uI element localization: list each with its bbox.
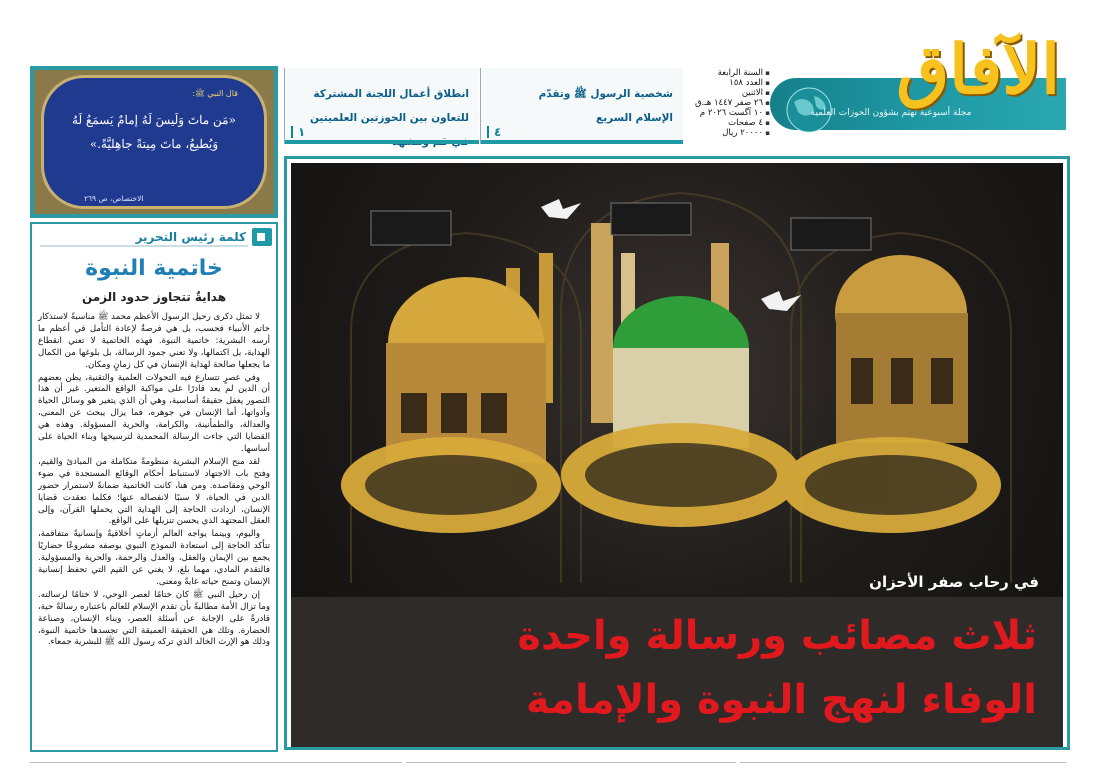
issue-number: ▪ العدد ١٥٨ (684, 78, 770, 88)
editorial-paragraph: لا تمثل ذكرى رحيل الرسول الأعظم محمد ﷺ مناسبةً لاستذكار خاتم الأنبياء فحسب، بل هي فرصةٌ لإعادة التأمل في أعظم ما أرسه البشرية: خاتمية النبوة. فهذه الخاتمية لا تعني انقطاع الهداية، بل اكتمالها، ولا تعني جمود الرسالة، بل بلوغها من الكمال ما يجعلها صالحة لهداية الإنسان في كل زمانٍ ومكان. (38, 312, 270, 370)
golden-dome-left (386, 253, 553, 463)
editorial-paragraph: لقد منح الإسلام البشرية منظومةً متكاملة من المبادئ والقيم، وفتح باب الاجتهاد لاستنباط أحكام الوقائع المستجدة في ضوء الوحي ومقاصده. ومن هنا، كانت الخاتمية ضمانةً لاستمرار حضور الدين في الحياة، لا سببًا لانفصاله عنها؛ فكلما تعقدت قضايا الإنسان، ازدادت الحاجة إلى الهداية التي يحملها القرآن، وإلى العقل المجتهد الذي يحسن تنزيلها على الواقع. (38, 456, 270, 527)
teaser-prophet[interactable] (480, 68, 683, 144)
shrines-illustration (291, 163, 1063, 593)
issue-pages: ▪ ٤ صفحات (684, 118, 770, 128)
masthead (770, 30, 1066, 146)
issue-info (684, 68, 770, 144)
hadith-text: «مَن ماتَ وَلَيسَ لَهُ إمامٌ يَسمَعُ لَهُ وَيُطيعُ، ماتَ مِيتةً جاهِليَّةً.» (72, 113, 236, 151)
teaser-hawza[interactable] (284, 68, 479, 144)
hadith-box (30, 66, 278, 218)
editorial-body (38, 312, 270, 650)
story-kicker: في رحاب صفر الأحزان (869, 573, 1039, 591)
issue-weekday: ▪ الاثنين (684, 88, 770, 98)
issue-price: ▪ ٢٠٠٠٠ ريال (684, 128, 770, 138)
issue-hijri-date: ▪ ٢٦ صفر ١٤٤٧ هـ.ق (684, 98, 770, 108)
story-image (291, 163, 1063, 747)
teaser-page-number: ٤ (487, 126, 501, 138)
issue-gregorian-date: ▪ ١٠ آگست ٢٠٢٦ م (684, 108, 770, 118)
globe-icon (774, 84, 844, 154)
teaser-underline (481, 140, 683, 144)
editorial-title[interactable]: خاتمية النبوة (85, 256, 223, 281)
main-story[interactable] (284, 156, 1070, 750)
issue-year: ▪ السنة الرابعة (684, 68, 770, 78)
divider (40, 245, 248, 247)
golden-dome-right (835, 255, 968, 443)
teaser-page-number: ١ (291, 126, 305, 138)
hadith-reference: الاختصاص، ص ٢٦٩ (84, 194, 144, 203)
editorial-paragraph: واليوم، وبينما يواجه العالم أزماتٍ أخلاقيةً وإنسانيةً متفاقمة، تتأكد الحاجة إلى استعادة النموذج النبوي بوصفه مشروعًا حضاريًا يجمع بين الإيمان والعقل، والعدل والرحمة، والحرية والمسؤولية. فالتقدم المادي، مهما بلغ، لا يغني عن القيم التي تحفظ إنسانية الإنسان وتمنح حياته غايةً ومعنى. (38, 529, 270, 587)
footer-rule (406, 762, 736, 763)
section-flag-icon (252, 228, 272, 246)
editorial-subtitle: هدايةٌ تتجاوز حدود الزمن (81, 290, 227, 304)
hadith-attribution: قال النبي ﷺ: (192, 89, 238, 98)
story-headline-line-1[interactable]: ثلاث مصائب ورسالة واحدة (517, 613, 1037, 659)
footer-rule (30, 762, 402, 763)
story-headline-line-2[interactable]: الوفاء لنهج النبوة والإمامة (525, 677, 1037, 723)
story-headline-panel (291, 597, 1063, 747)
teaser-underline (285, 140, 479, 144)
teaser-text: انطلاق أعمال اللجنة المشتركة للتعاون بين الحوزتين العلميتين (309, 88, 469, 124)
masthead-tagline: مجلة أسبوعية تهتم بشؤون الحوزات العلمية (810, 108, 972, 118)
footer-rule (740, 762, 1066, 763)
hadith-frame (44, 78, 264, 206)
editorial-label: كلمة رئيس التحرير (135, 230, 246, 244)
editorial-paragraph: وفي عصرٍ تتسارع فيه التحولات العلمية والتقنية، يظن بعضهم أن الدين لم يعد قادرًا على مواكبة الواقع المتغير. غير أن هذا التصور يغفل حقيقةً أساسية، وهي أن الذي يتغير هو وسائل الحياة وأدواتها، أما الإنسان في جوهره، فما يزال يبحث عن المعنى، والعدالة، والطمأنينة، والكرامة، والحرية المسؤولة. وهذه هي القضايا التي جاءت الرسالة المحمدية لترسيخها وبناء الحياة على أساسها. (38, 372, 270, 454)
green-dome-center (591, 223, 749, 448)
editorial-paragraph: إن رحيل النبي ﷺ كان ختامًا لعصر الوحي، لا ختامًا لرسالته. وما تزال الأمة مطالبةً بأن تقدم الإسلام للعالم باعتباره رسالةً حية، قادرةً على الإجابة عن أسئلة العصر، وبناء الإنسان، وصناعة الحضارة. وتلك هي الحقيقة العميقة التي تجسدها خاتمية النبوة، وذلك هو الإرث الخالد الذي تركه رسول الله ﷺ للبشرية جمعاء. (38, 589, 270, 648)
teaser-text: شخصية الرسول ﷺ وتقدّم الإسلام السريع (538, 88, 673, 124)
masthead-logo: الآفاق (896, 30, 1060, 110)
editorial-column (30, 222, 278, 752)
